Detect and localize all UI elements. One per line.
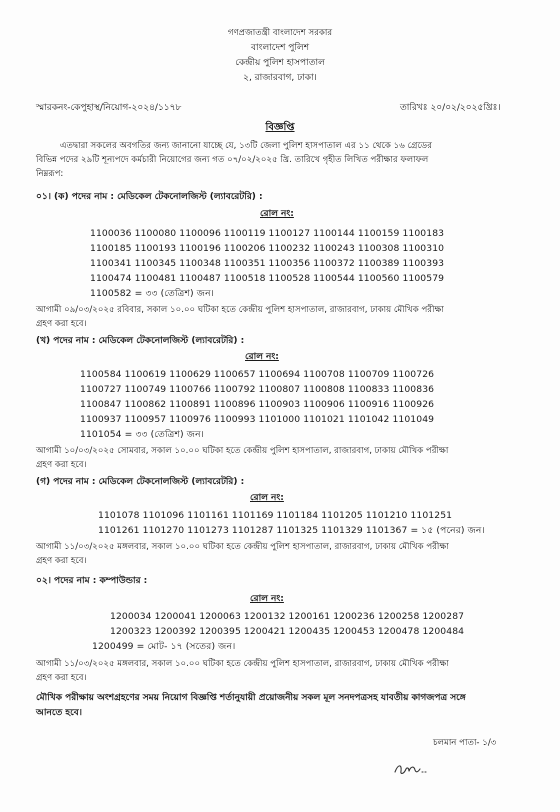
section-2-roll-label: রোল নং: — [250, 594, 284, 604]
viva-line-1: আগামী ০৯/০৩/২০২৫ রবিবার, সকাল ১০.০০ ঘটিকা হতে কেন্দ্রীয় পুলিশ হাসপাতাল, রাজারবাগ, ঢাকায় মৌখিক পরীক্ষা — [36, 305, 444, 315]
header-address: ২, রাজারবাগ, ঢাকা। — [243, 73, 317, 83]
memo-reference: স্মারকনং-কেপুহাস্থ/নিয়োগ-২০২৪/১১৭৮ — [36, 103, 182, 113]
roll-row: 1100727 1100749 1100766 1100792 1100807 1100808 1100833 1100836 — [80, 384, 435, 395]
roll-row: 1101261 1101270 1101273 1101287 1101325 1101329 1101367 = ১৫ (পনের) জন। — [98, 525, 485, 536]
roll-total: 1200499 = মোট- ১৭ (সতের) জন। — [92, 641, 236, 652]
roll-row: 1100937 1100957 1100976 1100993 1101000 1101021 1101042 1101049 — [80, 414, 435, 425]
header-police: বাংলাদেশ পুলিশ — [250, 43, 310, 53]
viva-line-2: গ্রহণ করা হবে। — [36, 673, 87, 683]
viva-line-1: আগামী ১১/০৩/২০২৫ মঙ্গলবার, সকাল ১০.০০ ঘটিকা হতে কেন্দ্রীয় পুলিশ হাসপাতাল, রাজারবাগ, ঢাকায় মৌখিক পরীক্ষা — [36, 542, 449, 552]
roll-total: 1101054 = ৩৩ (তেত্রিশ) জন। — [80, 429, 205, 440]
roll-row: 1200323 1200392 1200395 1200421 1200435 1200453 1200478 1200484 — [110, 626, 465, 637]
section-1a-roll-label: রোল নং: — [260, 209, 294, 219]
header-govt: গণপ্রজাতন্ত্রী বাংলাদেশ সরকার — [227, 28, 333, 38]
notice-title: বিজ্ঞপ্তি — [265, 122, 295, 133]
note-line-2: আনতে হবে। — [36, 708, 82, 718]
roll-row: 1100584 1100619 1100629 1100657 1100694 1100708 1100709 1100726 — [80, 369, 435, 380]
viva-line-1: আগামী ১০/০৩/২০২৫ সোমবার, সকাল ১০.০০ ঘটিকা হতে কেন্দ্রীয় পুলিশ হাসপাতাল, রাজারবাগ, ঢাকায় মৌখিক পরীক্ষা — [36, 446, 449, 456]
viva-line-1: আগামী ১১/০৩/২০২৫ মঙ্গলবার, সকাল ১০.০০ ঘটিকা হতে কেন্দ্রীয় পুলিশ হাসপাতাল, রাজারবাগ, ঢাকায় মৌখিক পরীক্ষা — [36, 659, 449, 669]
roll-row: 1100847 1100862 1100891 1100896 1100903 1100906 1100916 1100926 — [80, 399, 435, 410]
section-1a-heading: ০১। (ক) পদের নাম : মেডিকেল টেকনোলজিস্ট (ল্যাবরেটরি) : — [36, 192, 263, 202]
note-line-1: মৌখিক পরীক্ষায় অংশগ্রহণের সময় নিয়োগ বিজ্ঞপ্তি শর্তানুযায়ী প্রয়োজনীয় সকল মূল সনদপত্রসহ যাবতীয় কাগজপত্র সঙ্গে — [36, 693, 466, 703]
page-continuation: চলমান পাতা- ১/৩ — [433, 738, 497, 748]
viva-line-2: গ্রহণ করা হবে। — [36, 460, 87, 470]
roll-row: 1100341 1100345 1100348 1100351 1100356 1100372 1100389 1100393 — [90, 258, 445, 269]
roll-row: 1100474 1100481 1100487 1100518 1100528 1100544 1100560 1100579 — [90, 273, 445, 284]
intro-line-2: বিভিন্ন পদের ২৯টি শূন্যপদে কর্মচারী নিয়োগের জন্য গত ০৭/০২/২০২৫ খ্রি. তারিখে গৃহীত লিখিত পরীক্ষার ফলাফল — [36, 155, 429, 165]
signature-icon — [392, 760, 432, 778]
roll-row: 1100185 1100193 1100196 1100206 1100232 1100243 1100308 1100310 — [90, 243, 445, 254]
viva-line-2: গ্রহণ করা হবে। — [36, 556, 87, 566]
roll-total: 1100582 = ৩৩ (তেত্রিশ) জন। — [90, 288, 215, 299]
memo-date: তারিখঃ ২০/০২/২০২৫খ্রিঃ। — [400, 103, 501, 113]
roll-row: 1200034 1200041 1200063 1200132 1200161 1200236 1200258 1200287 — [110, 611, 465, 622]
intro-line-1: এতদ্বারা সকলের অবগতির জন্য জানানো যাচ্ছে যে, ১৩টি জেলা পুলিশ হাসপাতাল এর ১১ থেকে ১৬ গ্রেডের — [60, 141, 432, 151]
section-1c-heading: (গ) পদের নাম : মেডিকেল টেকনোলজিস্ট (ল্যাবরেটরি) : — [36, 477, 245, 487]
section-1c-roll-label: রোল নং: — [250, 493, 284, 503]
section-2-heading: ০২। পদের নাম : কম্পাউন্ডার : — [36, 576, 148, 586]
roll-row: 1101078 1101096 1101161 1101169 1101184 1101205 1101210 1101251 — [98, 510, 453, 521]
roll-row: 1100036 1100080 1100096 1100119 1100127 1100144 1100159 1100183 — [90, 228, 445, 239]
intro-line-3: নিম্নরূপ: — [36, 169, 64, 179]
section-1b-roll-label: রোল নং: — [245, 352, 279, 362]
section-1b-heading: (খ) পদের নাম : মেডিকেল টেকনোলজিস্ট (ল্যাবরেটরি) : — [36, 336, 245, 346]
viva-line-2: গ্রহণ করা হবে। — [36, 319, 87, 329]
header-hospital: কেন্দ্রীয় পুলিশ হাসপাতাল — [235, 58, 325, 68]
